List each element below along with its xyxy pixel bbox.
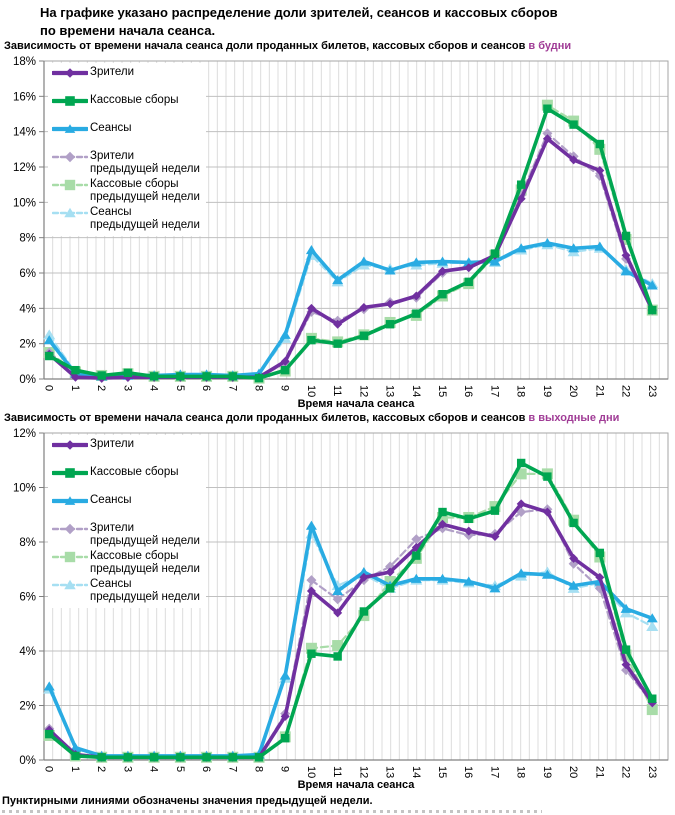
legend-item-viewers-prev: [52, 522, 204, 549]
legend-item-sessions: [52, 122, 204, 136]
sessions-marker: [306, 520, 317, 529]
y-tick-label: 0%: [19, 754, 36, 767]
y-tick-label: 10%: [12, 482, 36, 495]
weekend-chart-legend: [48, 435, 206, 608]
series-sessions-prev: [43, 239, 658, 381]
x-tick-label: 5: [173, 765, 186, 772]
y-tick-label: 12%: [12, 161, 36, 174]
series-sessions: [44, 238, 658, 380]
x-tick-label: 3: [121, 384, 134, 391]
sessions-marker: [280, 670, 291, 679]
boxoffice-marker: [412, 551, 420, 559]
boxoffice-marker: [333, 339, 341, 347]
y-tick-label: 4%: [19, 645, 36, 658]
x-tick-label: 2: [95, 765, 108, 772]
x-tick-label: 7: [226, 384, 239, 391]
x-tick-label: 14: [409, 384, 422, 398]
x-tick-label: 23: [645, 384, 658, 398]
boxoffice-marker: [596, 140, 604, 148]
boxoffice-marker: [176, 753, 184, 761]
legend-item-label: Сеансы: [90, 493, 132, 506]
x-axis-title: Время начала сеанса: [297, 397, 415, 410]
legend-swatch-sessions-prev-triangle-icon: [52, 206, 88, 220]
boxoffice-marker: [229, 372, 237, 380]
weekdays-chart-area: [0, 54, 675, 411]
boxoffice-marker: [255, 374, 263, 382]
boxoffice-marker: [491, 506, 499, 514]
boxoffice-marker: [596, 548, 604, 556]
x-tick-label: 16: [462, 384, 475, 398]
x-tick-label: 4: [147, 384, 160, 391]
y-tick-label: 12%: [12, 427, 36, 440]
boxoffice-marker: [124, 753, 132, 761]
x-tick-label: 6: [200, 384, 213, 391]
boxoffice-marker: [622, 645, 630, 653]
legend-item-boxoffice: [52, 466, 204, 480]
boxoffice-marker: [622, 232, 630, 240]
boxoffice-marker: [648, 306, 656, 314]
y-tick-label: 4%: [19, 303, 36, 316]
boxoffice-marker: [517, 180, 525, 188]
boxoffice-marker: [517, 458, 525, 466]
boxoffice-marker: [45, 730, 53, 738]
y-tick-label: 10%: [12, 197, 36, 210]
boxoffice-marker: [307, 336, 315, 344]
x-tick-label: 16: [462, 765, 475, 778]
x-tick-label: 13: [383, 384, 396, 398]
weekdays-chart-subtitle-text: Зависимость от времени начала сеанса доли проданных билетов, кассовых сборов и сеансов: [4, 40, 526, 53]
legend-swatch-sessions-prev-triangle-icon: [52, 578, 88, 592]
boxoffice-marker: [281, 366, 289, 374]
boxoffice-marker: [202, 753, 210, 761]
x-tick-label: 3: [121, 765, 134, 772]
boxoffice-marker: [438, 507, 446, 515]
x-tick-label: 12: [357, 765, 370, 778]
y-tick-label: 6%: [19, 267, 36, 280]
x-tick-label: 8: [252, 384, 265, 391]
x-tick-label: 21: [593, 384, 606, 398]
x-tick-label: 20: [567, 765, 580, 778]
weekend-chart-area: [0, 426, 675, 792]
x-axis-labels: [43, 385, 658, 397]
x-tick-label: 19: [540, 384, 553, 398]
x-tick-label: 1: [68, 384, 81, 391]
legend-swatch-boxoffice-square-icon: [52, 94, 88, 108]
boxoffice-marker: [569, 120, 577, 128]
x-tick-label: 8: [252, 765, 265, 772]
boxoffice-marker: [124, 368, 132, 376]
legend-swatch-sessions-triangle-icon: [52, 494, 88, 508]
legend-item-viewers: [52, 66, 204, 80]
y-tick-label: 0%: [19, 373, 36, 386]
legend-item-viewers: [52, 438, 204, 452]
legend-item-boxoffice-prev: [52, 550, 204, 577]
boxoffice-marker: [386, 584, 394, 592]
weekend-chart-subtitle: [4, 412, 675, 426]
boxoffice-marker: [71, 751, 79, 759]
boxoffice-marker: [491, 249, 499, 257]
boxoffice-marker: [150, 372, 158, 380]
x-tick-label: 2: [95, 384, 108, 391]
y-tick-label: 6%: [19, 591, 36, 604]
legend-item-label: Зрители: [90, 437, 135, 450]
sessions-marker: [306, 245, 317, 254]
x-tick-label: 0: [42, 384, 55, 391]
x-tick-label: 6: [200, 765, 213, 772]
x-tick-label: 5: [173, 384, 186, 391]
x-tick-label: 18: [514, 765, 527, 778]
legend-swatch-boxoffice-square-icon: [52, 466, 88, 480]
boxoffice-marker: [97, 753, 105, 761]
y-tick-label: 2%: [19, 700, 36, 713]
legend-item-sessions-prev: [52, 578, 204, 605]
y-tick-label: 8%: [19, 232, 36, 245]
legend-item-label: Сеансы предыдущей недели: [90, 205, 200, 232]
boxoffice-marker: [150, 753, 158, 761]
y-tick-label: 18%: [12, 55, 36, 68]
boxoffice-marker: [333, 652, 341, 660]
legend-item-label: Кассовые сборы: [90, 465, 179, 478]
x-tick-label: 20: [567, 384, 580, 398]
boxoffice-marker: [465, 277, 473, 285]
legend-swatch-viewers-diamond-icon: [52, 438, 88, 452]
boxoffice-marker: [648, 694, 656, 702]
legend-swatch-viewers-prev-diamond-icon: [52, 522, 88, 536]
x-tick-label: 19: [540, 765, 553, 778]
legend-item-label: Кассовые сборы: [90, 93, 179, 106]
x-tick-label: 22: [619, 384, 632, 398]
x-tick-label: 21: [593, 765, 606, 778]
weekdays-chart-subtitle: [4, 40, 675, 54]
boxoffice-marker: [45, 352, 53, 360]
legend-item-label: Зрители предыдущей недели: [90, 521, 200, 548]
legend-item-boxoffice: [52, 94, 204, 108]
x-tick-label: 15: [436, 765, 449, 778]
weekend-chart-subtitle-text: Зависимость от времени начала сеанса доли проданных билетов, кассовых сборов и сеансов: [4, 411, 526, 424]
x-tick-label: 11: [331, 384, 344, 397]
legend-swatch-boxoffice-prev-square-icon: [52, 178, 88, 192]
y-tick-label: 2%: [19, 338, 36, 351]
legend-swatch-viewers-diamond-icon: [52, 66, 88, 80]
x-tick-label: 23: [645, 765, 658, 778]
weekdays-chart-subtitle-highlight: в будни: [528, 40, 572, 53]
boxoffice-marker: [307, 649, 315, 657]
boxoffice-marker: [71, 366, 79, 374]
boxoffice-marker: [360, 331, 368, 339]
x-axis-title: Время начала сеанса: [297, 778, 415, 791]
legend-item-sessions-prev: [52, 206, 204, 233]
legend-item-viewers-prev: [52, 150, 204, 177]
legend-swatch-boxoffice-prev-square-icon: [52, 550, 88, 564]
x-tick-label: 22: [619, 765, 632, 778]
boxoffice-marker: [202, 372, 210, 380]
x-tick-label: 0: [42, 765, 55, 772]
y-axis: [13, 428, 44, 767]
x-tick-label: 1: [68, 765, 81, 772]
legend-item-label: Сеансы: [90, 121, 132, 134]
boxoffice-marker: [176, 372, 184, 380]
x-tick-label: 10: [304, 384, 317, 398]
boxoffice-marker: [229, 753, 237, 761]
legend-swatch-sessions-triangle-icon: [52, 122, 88, 136]
boxoffice-marker: [543, 104, 551, 112]
y-tick-label: 16%: [12, 91, 36, 104]
boxoffice-marker: [412, 309, 420, 317]
x-tick-label: 14: [409, 765, 422, 778]
boxoffice-marker: [543, 472, 551, 480]
boxoffice-marker: [360, 607, 368, 615]
x-tick-label: 17: [488, 384, 501, 398]
x-tick-label: 4: [147, 765, 160, 772]
boxoffice-marker: [281, 734, 289, 742]
x-tick-label: 13: [383, 765, 396, 778]
y-axis: [13, 56, 44, 386]
sessions-marker: [280, 330, 291, 339]
x-tick-label: 15: [436, 384, 449, 398]
legend-item-label: Кассовые сборы предыдущей недели: [90, 549, 200, 576]
clipped-text-remnant: [2, 810, 542, 813]
y-tick-label: 8%: [19, 536, 36, 549]
boxoffice-marker: [97, 371, 105, 379]
legend-item-boxoffice-prev: [52, 178, 204, 205]
legend-swatch-viewers-prev-diamond-icon: [52, 150, 88, 164]
x-tick-label: 9: [278, 765, 291, 772]
x-tick-label: 17: [488, 765, 501, 778]
weekdays-chart-legend: [48, 63, 206, 236]
boxoffice-marker: [386, 320, 394, 328]
x-axis-labels: [43, 766, 658, 778]
legend-item-sessions: [52, 494, 204, 508]
boxoffice-marker: [255, 753, 263, 761]
legend-item-label: Зрители: [90, 65, 135, 78]
legend-item-label: Сеансы предыдущей недели: [90, 577, 200, 604]
y-tick-label: 14%: [12, 126, 36, 139]
x-tick-label: 12: [357, 384, 370, 398]
weekend-chart-subtitle-highlight: в выходные дни: [528, 411, 620, 424]
x-tick-label: 9: [278, 384, 291, 391]
footer-note: Пунктирными линиями обозначены значения предыдущей недели.: [2, 794, 373, 807]
legend-item-label: Кассовые сборы предыдущей недели: [90, 177, 200, 204]
boxoffice-marker: [465, 514, 473, 522]
x-tick-label: 18: [514, 384, 527, 398]
legend-item-label: Зрители предыдущей недели: [90, 149, 200, 176]
boxoffice-marker: [438, 290, 446, 298]
sessions-prev-marker: [646, 621, 658, 631]
x-tick-label: 11: [331, 765, 344, 778]
x-tick-label: 10: [304, 765, 317, 778]
page-title: На графике указано распределение доли зрителей, сеансов и кассовых сборов по времени начала сеанса.: [40, 5, 558, 38]
boxoffice-marker: [569, 518, 577, 526]
x-tick-label: 7: [226, 765, 239, 772]
